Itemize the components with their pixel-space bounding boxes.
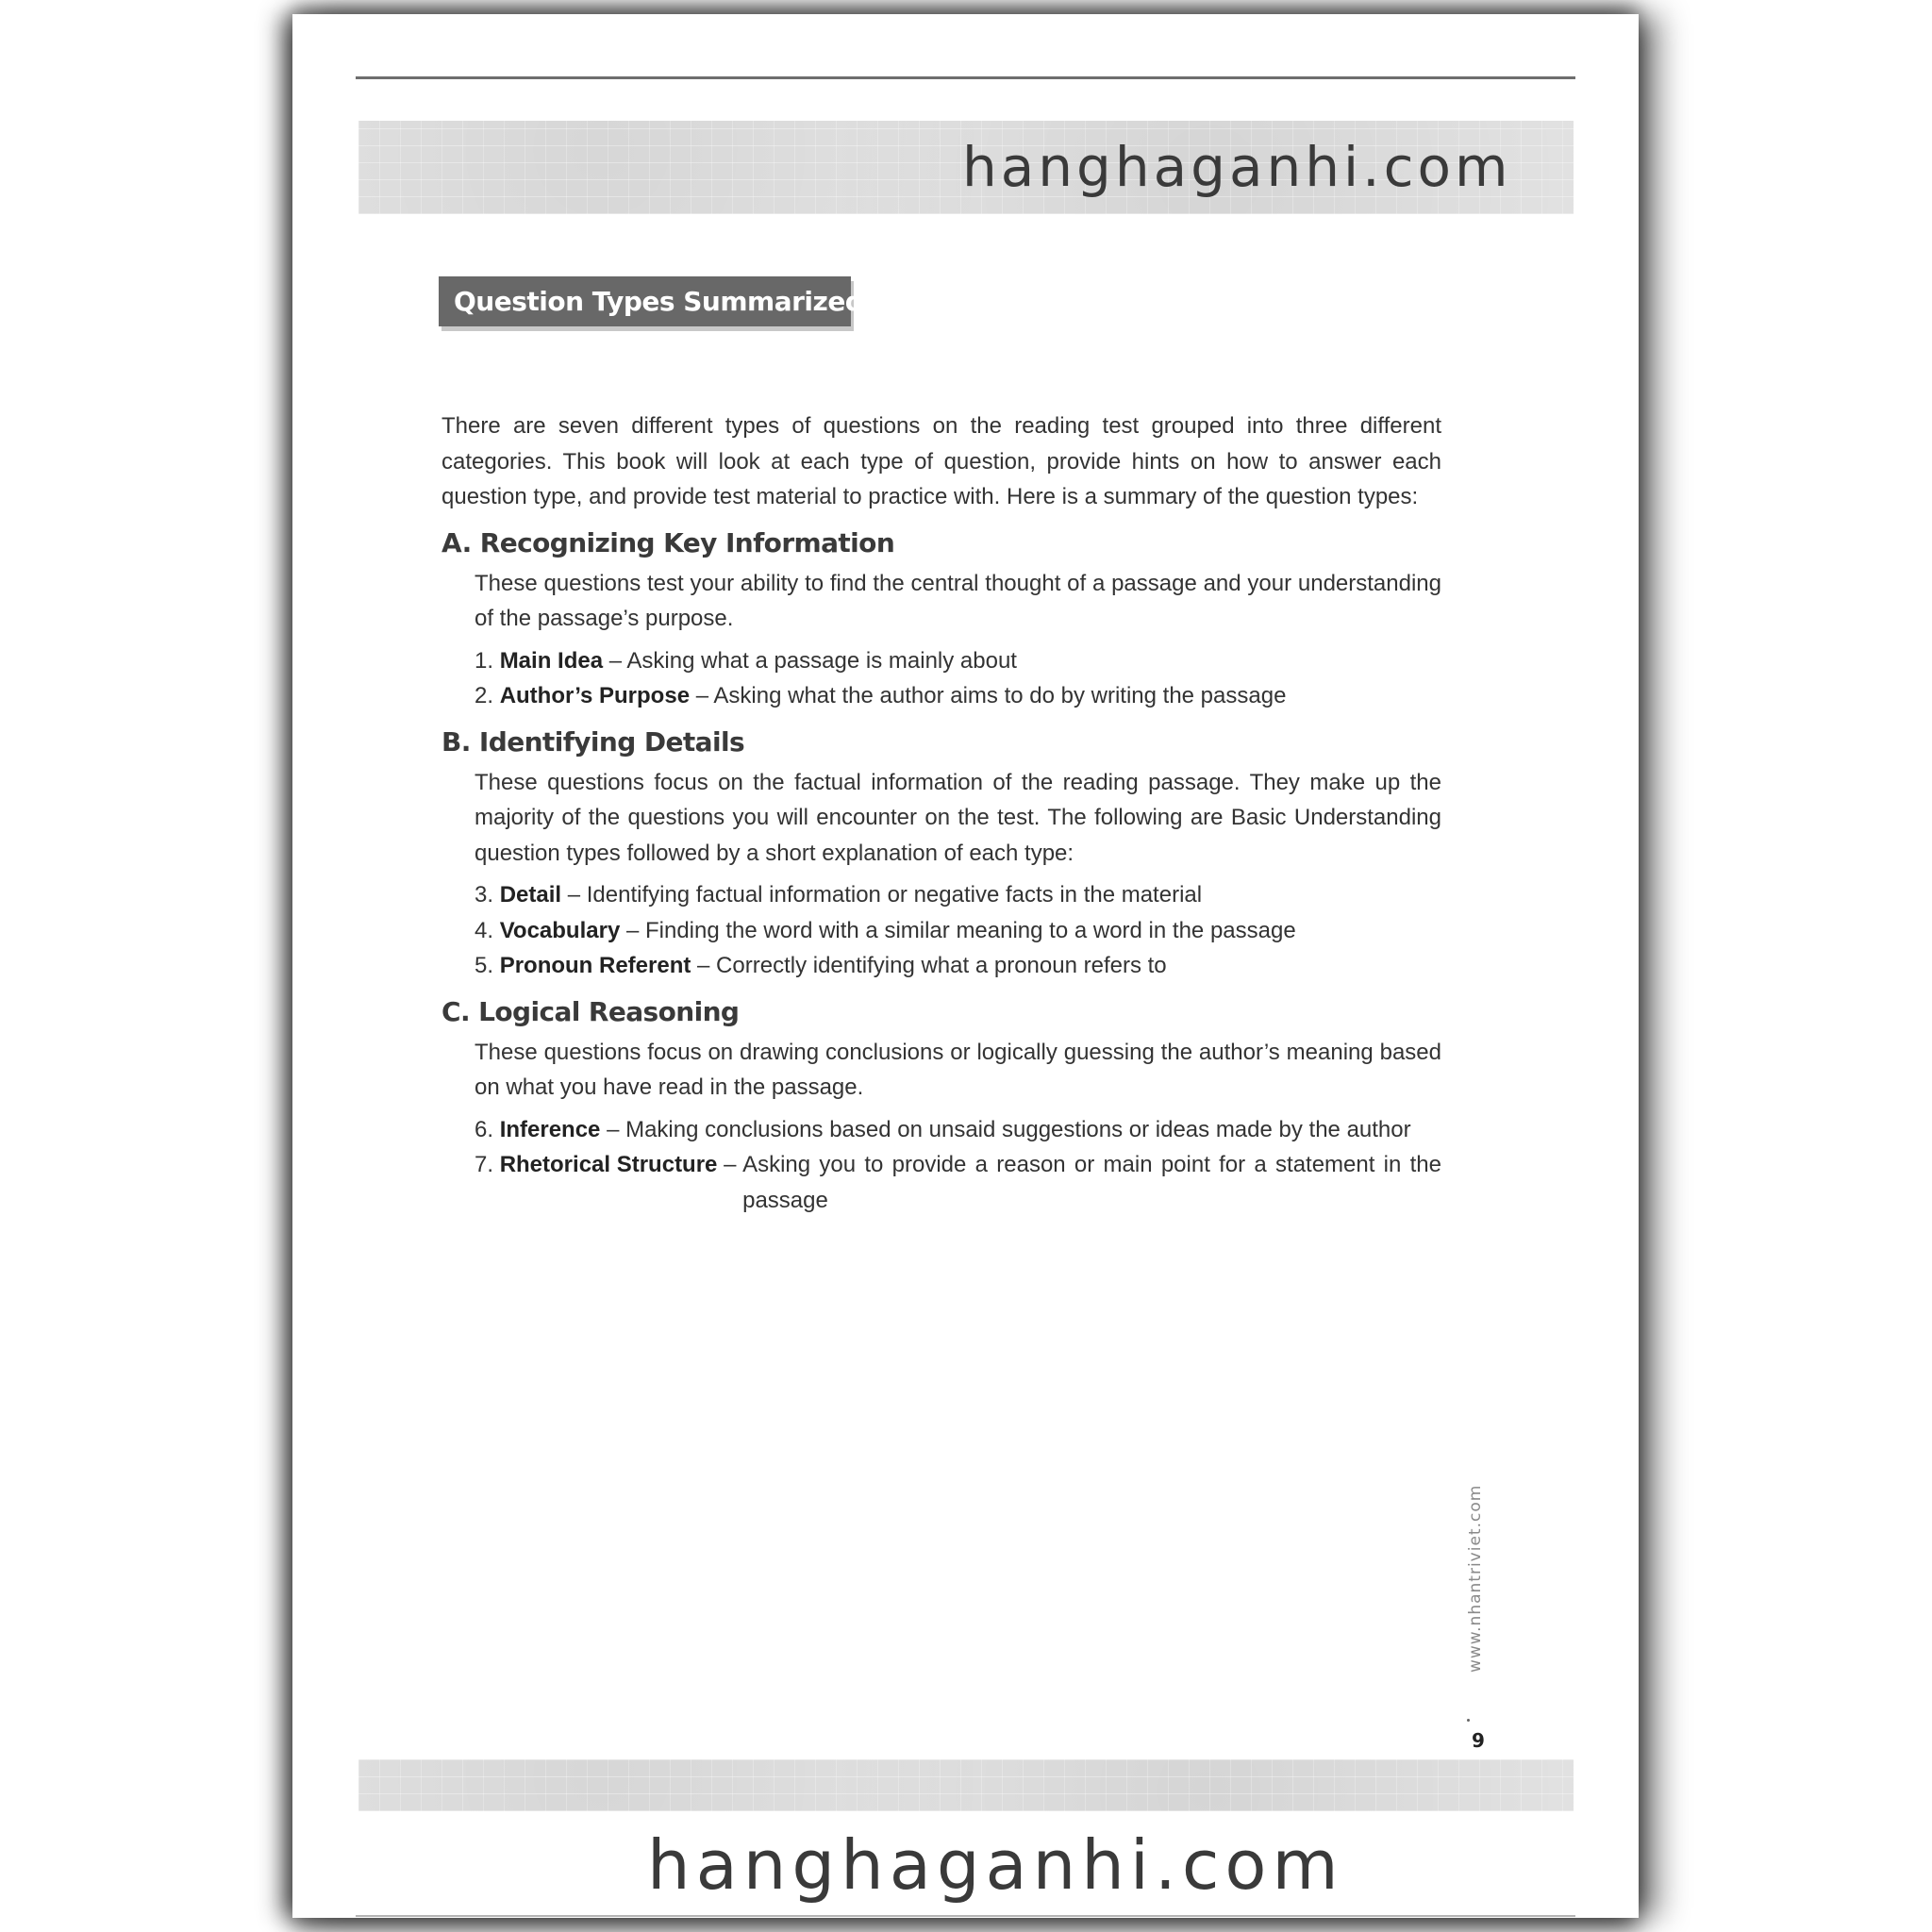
question-list bbox=[475, 877, 1441, 984]
section-description: These questions focus on the factual information of the reading passage. They make up the majority of the questions you will encounter on the test. The following are Basic Understanding question types followed by a short explanation of each type: bbox=[475, 769, 1441, 866]
section-description: These questions focus on drawing conclusions or logically guessing the author’s meaning based on what you have read in the passage. bbox=[475, 1039, 1441, 1100]
question-list bbox=[475, 1112, 1441, 1219]
item-dash: – bbox=[600, 1116, 626, 1142]
section-heading: C. Logical Reasoning bbox=[441, 995, 740, 1027]
page-number: 9 bbox=[1472, 1729, 1485, 1752]
item-number: 1. bbox=[475, 647, 500, 674]
section-description: These questions test your ability to find the central thought of a passage and your understanding of the passage’s purpose. bbox=[475, 570, 1441, 631]
section-b bbox=[441, 725, 1441, 984]
item-desc: – Asking what the author aims to do by writing the passage bbox=[690, 683, 1287, 708]
dot-mark bbox=[1467, 1719, 1470, 1722]
item-number: 7. bbox=[475, 1152, 500, 1177]
section-body bbox=[475, 765, 1441, 984]
content bbox=[441, 408, 1441, 1218]
item-number: 3. bbox=[475, 882, 500, 908]
section-body bbox=[475, 1035, 1441, 1219]
book-page bbox=[292, 14, 1639, 1918]
section-heading: A. Recognizing Key Information bbox=[441, 526, 895, 558]
footer-rule bbox=[356, 1915, 1575, 1917]
item-number: 5. bbox=[475, 953, 500, 978]
item-term: Author’s Purpose bbox=[499, 683, 691, 708]
footer-band bbox=[358, 1759, 1574, 1811]
item-number: 6. bbox=[475, 1116, 500, 1142]
watermark-top: hanghaganhi.com bbox=[962, 135, 1512, 199]
watermark-bottom: hanghaganhi.com bbox=[647, 1825, 1344, 1905]
item-desc: – Correctly identifying what a pronoun refers to bbox=[691, 953, 1167, 978]
item-number: 2. bbox=[475, 683, 500, 708]
list-item bbox=[475, 913, 1441, 949]
side-url: www.nhantriviet.com bbox=[1466, 1484, 1485, 1673]
list-item bbox=[475, 948, 1441, 984]
section-a bbox=[441, 526, 1441, 714]
item-term: Vocabulary bbox=[499, 917, 621, 943]
section-title: Question Types Summarized bbox=[439, 276, 851, 326]
item-term: Detail bbox=[499, 882, 562, 908]
list-item bbox=[475, 678, 1441, 714]
item-desc: – Asking what a passage is mainly about bbox=[603, 647, 1017, 674]
question-list bbox=[475, 643, 1441, 714]
item-number: 4. bbox=[475, 917, 500, 943]
section-body bbox=[475, 566, 1441, 714]
list-item bbox=[475, 877, 1441, 913]
list-item bbox=[475, 1147, 1441, 1218]
item-term: Inference bbox=[499, 1116, 601, 1142]
section-c bbox=[441, 995, 1441, 1219]
list-item bbox=[475, 1112, 1441, 1148]
item-desc: Making conclusions based on unsaid suggestions or ideas made by the author bbox=[625, 1116, 1411, 1142]
item-dash: – bbox=[717, 1152, 743, 1177]
intro-paragraph: There are seven different types of questions on the reading test grouped into three different categories. This book will look at each type of question, provide hints on how to answer each question type, and provide test material to practice with. Here is a summary of the question types: bbox=[441, 413, 1441, 509]
list-item bbox=[475, 643, 1441, 679]
item-desc: – Finding the word with a similar meaning to a word in the passage bbox=[620, 917, 1296, 943]
item-term: Pronoun Referent bbox=[499, 953, 691, 978]
header-rule bbox=[356, 76, 1575, 79]
section-heading: B. Identifying Details bbox=[441, 725, 745, 758]
item-desc: Asking you to provide a reason or main point for a statement in the passage bbox=[742, 1152, 1441, 1213]
item-term: Main Idea bbox=[499, 647, 604, 674]
item-term: Rhetorical Structure bbox=[499, 1152, 718, 1177]
item-desc: – Identifying factual information or negative facts in the material bbox=[561, 882, 1203, 908]
